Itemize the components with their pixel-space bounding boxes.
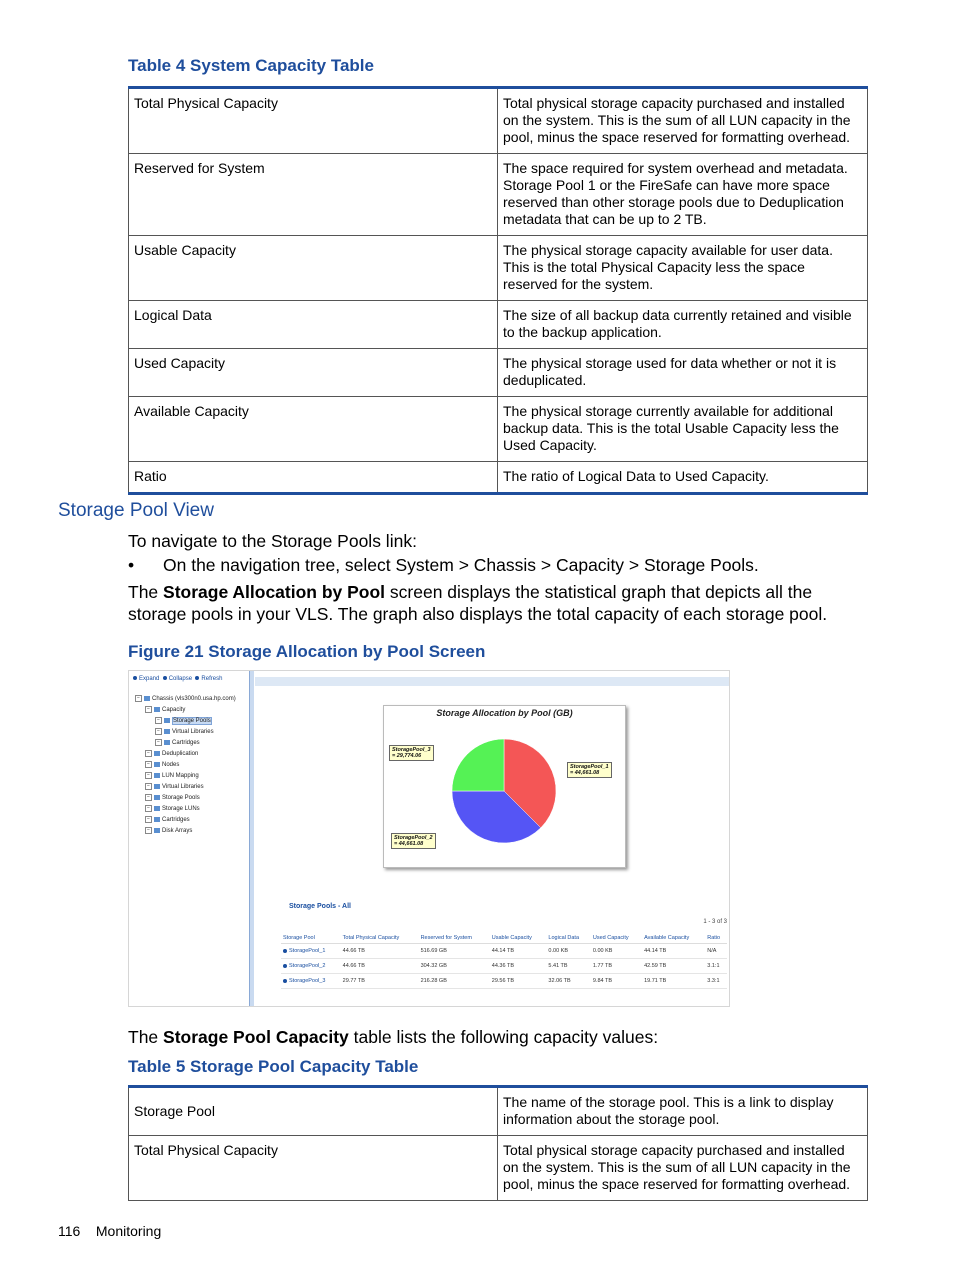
chart-title: Storage Allocation by Pool (GB) — [436, 708, 573, 718]
term-cell: Ratio — [129, 462, 498, 494]
pool-link[interactable] — [281, 974, 341, 989]
tree-node-label: Cartridges — [162, 817, 190, 824]
pools-cell: 29.77 TB — [341, 974, 419, 989]
tree-node[interactable] — [135, 695, 236, 702]
pool-name[interactable]: StoragePool_1 — [289, 948, 326, 954]
para2-post: table lists the following capacity values: — [348, 1027, 659, 1047]
folder-icon — [154, 784, 160, 789]
bullet-mark: • — [128, 555, 135, 575]
tree-node[interactable] — [155, 728, 214, 735]
tree-node[interactable] — [145, 772, 199, 779]
description-cell: Total physical storage capacity purchased and installed on the system. This is the sum of all LUN capacity in the pool, minus the space reserved for formatting overhead. — [498, 1136, 868, 1201]
table-row — [129, 88, 868, 154]
page-number: 116 — [58, 1223, 81, 1239]
refresh-button[interactable]: Refresh — [195, 676, 222, 682]
folder-icon — [154, 828, 160, 833]
pool-link[interactable] — [281, 944, 341, 959]
term-cell: Total Physical Capacity — [129, 1136, 498, 1201]
content-header-bar — [255, 677, 729, 686]
table5-caption: Table 5 Storage Pool Capacity Table — [128, 1057, 419, 1076]
tree-node[interactable] — [155, 739, 200, 746]
expand-toggle-icon[interactable]: − — [145, 783, 152, 790]
table-row — [129, 349, 868, 397]
slice-name: StoragePool_1 — [570, 764, 609, 770]
table-row — [129, 397, 868, 462]
tree-splitter[interactable] — [249, 671, 254, 1006]
storage-allocation-screenshot — [128, 670, 730, 1007]
pools-cell: 9.84 TB — [591, 974, 642, 989]
pools-cell: 44.66 TB — [341, 959, 419, 974]
pools-column-header[interactable]: Total Physical Capacity — [341, 933, 419, 944]
description-cell: The ratio of Logical Data to Used Capacity. — [498, 462, 868, 494]
expand-toggle-icon[interactable]: − — [155, 739, 162, 746]
figure-caption: Figure 21 Storage Allocation by Pool Screen — [128, 642, 486, 661]
expand-toggle-icon[interactable]: − — [145, 750, 152, 757]
description-cell: The size of all backup data currently retained and visible to the backup application. — [498, 301, 868, 349]
pool-name[interactable]: StoragePool_2 — [289, 963, 326, 969]
system-capacity-table — [128, 86, 868, 495]
tree-node[interactable] — [145, 750, 198, 757]
tree-node-label: Virtual Libraries — [172, 729, 214, 736]
pools-title: Storage Pools - All — [289, 903, 351, 910]
pools-cell: 0.00 KB — [591, 944, 642, 959]
tree-node[interactable] — [145, 794, 200, 801]
pools-cell: 44.14 TB — [490, 944, 547, 959]
tree-node-label: Capacity — [162, 707, 186, 714]
section-heading: Storage Pool View — [58, 500, 214, 521]
folder-icon — [154, 762, 160, 767]
pools-column-header[interactable]: Ratio — [705, 933, 727, 944]
table-row — [129, 1136, 868, 1201]
pools-column-header[interactable]: Available Capacity — [642, 933, 705, 944]
intro-text: To navigate to the Storage Pools link: — [128, 531, 417, 551]
pool-icon — [283, 964, 287, 968]
tree-node[interactable] — [145, 805, 200, 812]
pools-cell: 44.66 TB — [341, 944, 419, 959]
para-post: screen displays the statistical graph that depicts all the storage pools in your VLS. The graph also displays the total capacity of each storage pool. — [128, 582, 828, 624]
tree-toolbar — [133, 676, 222, 682]
description-cell: The space required for system overhead and metadata. Storage Pool 1 or the FireSafe can have more space reserved than other storage pools due to Deduplication metadata that can be up to 2 TB. — [498, 154, 868, 236]
slice-value: = 44,661.08 — [394, 841, 424, 847]
pools-column-header[interactable]: Usable Capacity — [490, 933, 547, 944]
slice-value: = 44,661.08 — [570, 770, 600, 776]
pie-slice-label — [389, 745, 434, 761]
folder-icon — [164, 718, 170, 723]
expand-toggle-icon[interactable]: − — [145, 805, 152, 812]
description-cell: The name of the storage pool. This is a link to display information about the storage pool. — [498, 1087, 868, 1136]
refresh-icon — [195, 676, 199, 680]
term-cell: Used Capacity — [129, 349, 498, 397]
folder-icon — [154, 795, 160, 800]
pool-icon — [283, 979, 287, 983]
description-paragraph — [128, 581, 848, 625]
pools-cell: N/A — [705, 944, 727, 959]
pools-column-header[interactable]: Reserved for System — [419, 933, 490, 944]
tree-node-label: Deduplication — [162, 751, 199, 758]
pools-column-header[interactable]: Logical Data — [546, 933, 590, 944]
folder-icon — [144, 696, 150, 701]
term-cell: Total Physical Capacity — [129, 88, 498, 154]
pool-capacity-paragraph — [128, 1026, 658, 1048]
pools-cell: 42.59 TB — [642, 959, 705, 974]
storage-pool-capacity-table — [128, 1085, 868, 1201]
table4-caption: Table 4 System Capacity Table — [128, 56, 374, 75]
tree-node[interactable] — [145, 827, 192, 834]
description-cell: The physical storage currently available for additional backup data. This is the total Usable Capacity less the Used Capacity. — [498, 397, 868, 462]
pools-cell: 44.14 TB — [642, 944, 705, 959]
tree-node[interactable] — [145, 783, 204, 790]
table-row — [129, 301, 868, 349]
pools-row — [281, 959, 727, 974]
table-row — [129, 462, 868, 494]
slice-name: StoragePool_2 — [394, 835, 433, 841]
page-footer — [58, 1223, 161, 1239]
pools-cell: 29.56 TB — [490, 974, 547, 989]
pie-slice-label — [391, 833, 436, 849]
collapse-icon — [163, 676, 167, 680]
folder-icon — [154, 707, 160, 712]
description-cell: The physical storage capacity available for user data. This is the total Physical Capacity less the space reserved for the system. — [498, 236, 868, 301]
pools-cell: 0.00 KB — [546, 944, 590, 959]
pools-cell: 516.69 GB — [419, 944, 490, 959]
pools-table — [281, 933, 727, 989]
tree-node-label: Cartridges — [172, 740, 200, 747]
term-cell: Storage Pool — [129, 1087, 498, 1136]
description-cell: Total physical storage capacity purchased and installed on the system. This is the sum of all LUN capacity in the pool, minus the space reserved for formatting overhead. — [498, 88, 868, 154]
tree-node-label: Disk Arrays — [162, 828, 193, 835]
tree-node-label: Virtual Libraries — [162, 784, 204, 791]
pools-cell: 44.36 TB — [490, 959, 547, 974]
pool-link[interactable] — [281, 959, 341, 974]
para2-bold: Storage Pool Capacity — [163, 1027, 349, 1047]
tree-node-label: Storage LUNs — [162, 806, 200, 813]
tree-node[interactable] — [145, 816, 190, 823]
pools-row — [281, 944, 727, 959]
pool-icon — [283, 949, 287, 953]
para2-pre: The — [128, 1027, 164, 1047]
expand-toggle-icon[interactable]: − — [145, 794, 152, 801]
tree-node[interactable] — [155, 717, 212, 724]
tree-node-label: Storage Pools — [173, 718, 211, 725]
expand-toggle-icon[interactable]: − — [155, 728, 162, 735]
table-row — [129, 1087, 868, 1136]
table-row — [129, 154, 868, 236]
expand-toggle-icon[interactable]: − — [145, 772, 152, 779]
folder-icon — [164, 740, 170, 745]
pools-cell: 5.41 TB — [546, 959, 590, 974]
pools-cell: 3.3:1 — [705, 974, 727, 989]
expand-toggle-icon[interactable]: − — [155, 717, 162, 724]
navigation-tree — [129, 671, 249, 1006]
tree-node[interactable] — [145, 761, 179, 768]
bullet-text: On the navigation tree, select System > Chassis > Capacity > Storage Pools. — [163, 555, 759, 575]
pie-slice-label — [567, 762, 612, 778]
expand-button[interactable]: Expand — [133, 676, 159, 682]
tree-node-label: Storage Pools — [162, 795, 200, 802]
pools-column-header[interactable]: Used Capacity — [591, 933, 642, 944]
pools-cell: 1.77 TB — [591, 959, 642, 974]
pools-cell: 216.28 GB — [419, 974, 490, 989]
tree-node-label: Chassis (vls300n0.usa.hp.com) — [152, 696, 236, 703]
pools-count: 1 - 3 of 3 — [703, 919, 727, 925]
folder-icon — [154, 751, 160, 756]
pools-cell: 32.06 TB — [546, 974, 590, 989]
footer-section: Monitoring — [95, 1223, 162, 1239]
expand-toggle-icon[interactable]: − — [145, 827, 152, 834]
expand-toggle-icon[interactable]: − — [135, 695, 142, 702]
folder-icon — [154, 773, 160, 778]
folder-icon — [154, 806, 160, 811]
term-cell: Logical Data — [129, 301, 498, 349]
tree-node[interactable] — [145, 706, 185, 713]
slice-value: = 29,774.06 — [392, 753, 422, 759]
pools-cell: 3.1:1 — [705, 959, 727, 974]
term-cell: Usable Capacity — [129, 236, 498, 301]
tree-node-label: LUN Mapping — [162, 773, 199, 780]
expand-toggle-icon[interactable]: − — [145, 761, 152, 768]
pools-cell: 19.71 TB — [642, 974, 705, 989]
description-cell: The physical storage used for data whether or not it is deduplicated. — [498, 349, 868, 397]
pools-cell: 304.32 GB — [419, 959, 490, 974]
slice-name: StoragePool_3 — [392, 747, 431, 753]
pie-slice — [452, 739, 504, 791]
para-bold: Storage Allocation by Pool — [163, 582, 386, 602]
term-cell: Reserved for System — [129, 154, 498, 236]
folder-icon — [164, 729, 170, 734]
expand-toggle-icon[interactable]: − — [145, 816, 152, 823]
pool-name[interactable]: StoragePool_3 — [289, 978, 326, 984]
table-row — [129, 236, 868, 301]
expand-toggle-icon[interactable]: − — [145, 706, 152, 713]
term-cell: Available Capacity — [129, 397, 498, 462]
pools-column-header[interactable]: Storage Pool — [281, 933, 341, 944]
para-pre: The — [128, 582, 164, 602]
tree-node-label: Nodes — [162, 762, 180, 769]
expand-icon — [133, 676, 137, 680]
folder-icon — [154, 817, 160, 822]
pools-row — [281, 974, 727, 989]
collapse-button[interactable]: Collapse — [163, 676, 192, 682]
